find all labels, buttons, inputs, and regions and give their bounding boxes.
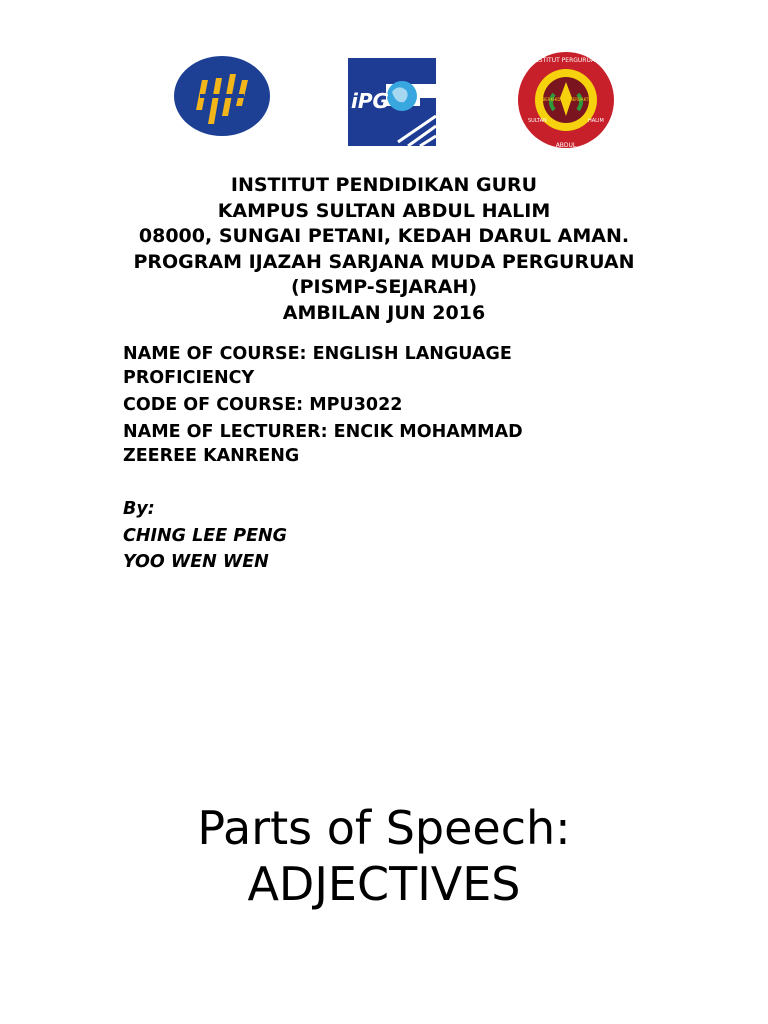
header-line-program-code: (PISMP-SEJARAH) (290, 276, 478, 298)
header-line-institute: INSTITUT PENDIDIKAN GURU (230, 174, 538, 196)
ipgksah-seal (514, 50, 618, 150)
header-line-address: 08000, SUNGAI PETANI, KEDAH DARUL AMAN. (138, 225, 630, 247)
header-line-program: PROGRAM IJAZAH SARJANA MUDA PERGURUAN (133, 250, 635, 273)
header-line-campus: KAMPUS SULTAN ABDUL HALIM (217, 199, 551, 222)
course-code: CODE OF COURSE: MPU3022 (123, 395, 403, 415)
document-title (0, 800, 768, 912)
author-name: YOO WEN WEN (123, 552, 269, 572)
seal-text-top: INSTITUT PERGURUAN (532, 57, 600, 64)
lecturer-name-line2: ZEEREE KANRENG (123, 446, 300, 466)
seal-motto: BERKHIDMAT BERBAKTI (542, 97, 590, 102)
lecturer-name (123, 420, 593, 468)
course-info (123, 342, 593, 471)
course-name-line1: NAME OF COURSE: ENGLISH LANGUAGE (123, 344, 512, 364)
author-name: CHING LEE PENG (123, 526, 288, 546)
seal-text-left: SULTAN (528, 118, 547, 124)
kpm-logo (170, 50, 274, 150)
lecturer-name-line1: NAME OF LECTURER: ENCIK MOHAMMAD (123, 422, 523, 442)
institution-header (0, 173, 768, 326)
by-label: By: (123, 499, 155, 519)
seal-text-bottom: ABDUL (555, 142, 577, 149)
title-line2: ADJECTIVES (247, 857, 521, 911)
title-line1: Parts of Speech: (197, 801, 571, 855)
ipg-logo-text: iPG (351, 89, 389, 113)
header-line-intake: AMBILAN JUN 2016 (282, 301, 486, 324)
authors (123, 496, 523, 575)
course-name (123, 342, 593, 390)
course-name-line2: PROFICIENCY (123, 368, 255, 388)
ipg-logo (340, 50, 444, 150)
seal-text-right: HALIM (588, 118, 604, 124)
